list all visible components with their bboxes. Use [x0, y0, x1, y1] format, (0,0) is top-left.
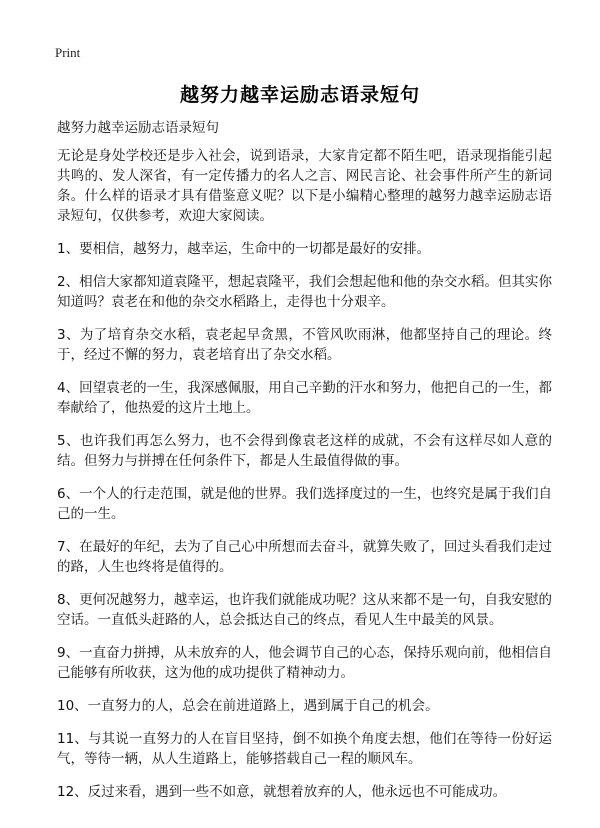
quote-item-1: 1、要相信，越努力，越幸运，生命中的一切都是最好的安排。	[57, 241, 431, 257]
quote-item-10: 10、一直努力的人，总会在前进道路上，遇到属于自己的机会。	[57, 698, 439, 714]
print-link[interactable]: Print	[55, 45, 81, 60]
quote-item-5: 5、也许我们再怎么努力，也不会得到像袁老这样的成就，不会有这样尽如人意的结。但努力与拼搏在任何条件下，都是人生最值得做的事。	[57, 433, 552, 469]
quote-item-3: 3、为了培育杂交水稻，袁老起早贪黑，不管风吹雨淋，他都坚持自己的理论。终于，经过不懈的努力，袁老培育出了杂交水稻。	[57, 327, 552, 363]
quote-item-6: 6、一个人的行走范围，就是他的世界。我们选择度过的一生，也终究是属于我们自己的一生。	[57, 486, 552, 522]
article-subtitle: 越努力越幸运励志语录短句	[57, 120, 219, 136]
intro-paragraph: 无论是身处学校还是步入社会，说到语录，大家肯定都不陌生吧，语录现指能引起共鸣的、发人深省，有一定传播力的名人之言、网民言论、社会事件所产生的新词条。什么样的语录才具有借鉴意义呢？以下是小编精心整理的越努力越幸运励志语录短句，仅供参考，欢迎大家阅读。	[57, 148, 552, 224]
quote-item-4: 4、回望袁老的一生，我深感佩服，用自己辛勤的汗水和努力，他把自己的一生，都奉献给了，他热爱的这片土地上。	[57, 380, 552, 416]
quote-item-7: 7、在最好的年纪，去为了自己心中所想而去奋斗，就算失败了，回过头看我们走过的路，人生也终将是值得的。	[57, 539, 552, 575]
quote-item-2: 2、相信大家都知道袁隆平，想起袁隆平，我们会想起他和他的杂交水稻。但其实你知道吗？袁老在和他的杂交水稻路上，走得也十分艰辛。	[57, 274, 552, 310]
quote-item-11: 11、与其说一直努力的人在盲目坚持，倒不如换个角度去想，他们在等待一份好运气，等待一辆，从人生道路上，能够搭载自己一程的顺风车。	[57, 731, 552, 767]
quote-item-8: 8、更何况越努力，越幸运，也许我们就能成功呢？这从来都不是一句，自我安慰的空话。一直低头赶路的人，总会抵达自己的终点，看见人生中最美的风景。	[57, 592, 552, 628]
article-body	[57, 118, 552, 815]
quote-item-12: 12、反过来看，遇到一些不如意，就想着放弃的人，他永远也不可能成功。	[57, 784, 507, 800]
quote-item-9: 9、一直奋力拼搏，从未放弃的人，他会调节自己的心态，保持乐观向前，他相信自己能够有所收获，这为他的成功提供了精神动力。	[57, 645, 552, 681]
page-title: 越努力越幸运励志语录短句	[179, 84, 420, 106]
